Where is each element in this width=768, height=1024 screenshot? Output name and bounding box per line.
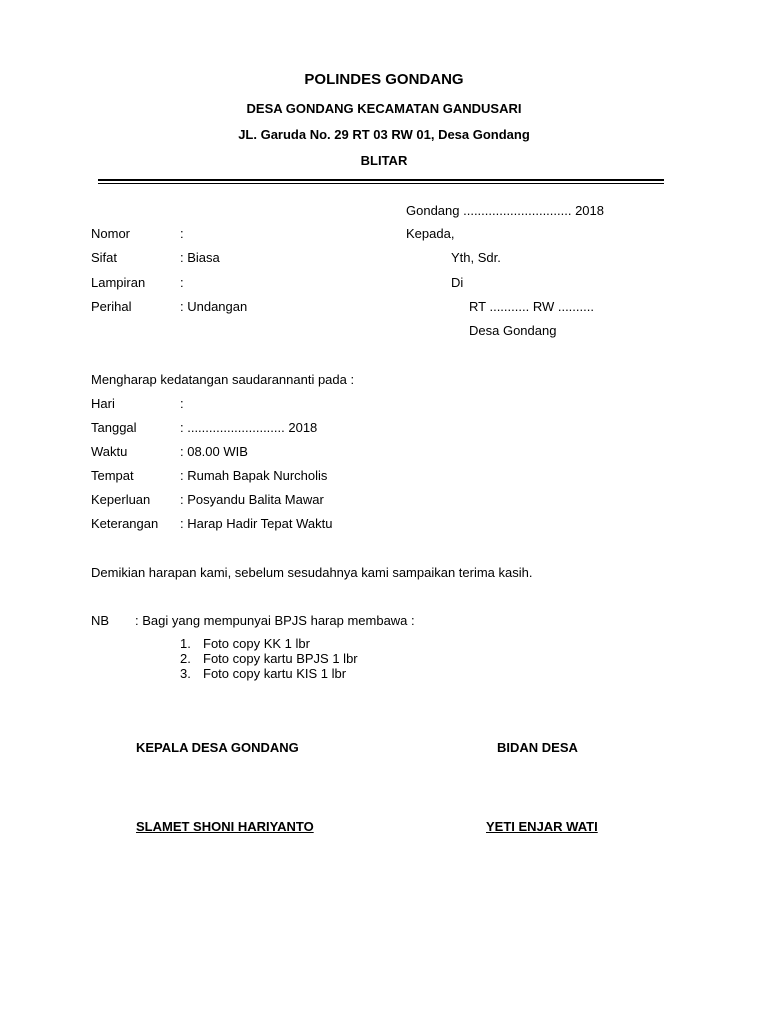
meta-value-lampiran: : [180, 275, 184, 290]
recipient-to: Kepada, [406, 226, 455, 241]
signature-left-name: SLAMET SHONI HARIYANTO [136, 819, 314, 834]
nb-item-text: Foto copy kartu KIS 1 lbr [203, 666, 347, 681]
detail-label-tanggal: Tanggal [91, 420, 137, 435]
recipient-place: Desa Gondang [469, 323, 557, 338]
nb-text: : Bagi yang mempunyai BPJS harap membawa : [135, 613, 415, 628]
letterhead-subtitle: DESA GONDANG KECAMATAN GANDUSARI [246, 101, 522, 116]
date-line: Gondang .............................. 2018 [406, 203, 604, 218]
header-rule-thin [98, 183, 664, 184]
detail-label-waktu: Waktu [91, 444, 128, 459]
detail-value-tempat: : Rumah Bapak Nurcholis [180, 468, 328, 483]
recipient-rt-rw: RT ........... RW .......... [469, 299, 594, 314]
recipient-di: Di [451, 275, 464, 290]
detail-label-keterangan: Keterangan [91, 516, 159, 531]
signature-left-title: KEPALA DESA GONDANG [136, 740, 299, 755]
detail-value-keperluan: : Posyandu Balita Mawar [180, 492, 324, 507]
header-rule-thick [98, 179, 664, 181]
detail-value-tanggal: : ........................... 2018 [180, 420, 318, 435]
detail-label-hari: Hari [91, 396, 115, 411]
meta-label-lampiran: Lampiran [91, 275, 146, 290]
meta-label-sifat: Sifat [91, 250, 118, 265]
meta-value-sifat: : Biasa [180, 250, 220, 265]
nb-item-text: Foto copy kartu BPJS 1 lbr [203, 651, 358, 666]
closing-text: Demikian harapan kami, sebelum sesudahnya kami sampaikan terima kasih. [91, 565, 533, 580]
letterhead-address: JL. Garuda No. 29 RT 03 RW 01, Desa Gondang [238, 127, 530, 142]
nb-item-text: Foto copy KK 1 lbr [203, 636, 310, 651]
nb-label: NB [91, 613, 110, 628]
detail-label-keperluan: Keperluan [91, 492, 151, 507]
meta-label-nomor: Nomor [91, 226, 131, 241]
detail-value-keterangan: : Harap Hadir Tepat Waktu [180, 516, 333, 531]
intro-text: Mengharap kedatangan saudarannanti pada : [91, 372, 355, 387]
signature-right-title: BIDAN DESA [497, 740, 578, 755]
meta-value-nomor: : [180, 226, 184, 241]
nb-item-number: 3. [180, 666, 191, 681]
recipient-yth: Yth, Sdr. [451, 250, 501, 265]
nb-item-number: 2. [180, 651, 191, 666]
letterhead-city: BLITAR [360, 153, 408, 168]
meta-label-perihal: Perihal [91, 299, 132, 314]
letterhead-title: POLINDES GONDANG [304, 71, 464, 88]
signature-right-name: YETI ENJAR WATI [486, 819, 598, 834]
meta-value-perihal: : Undangan [180, 299, 248, 314]
detail-label-tempat: Tempat [91, 468, 134, 483]
nb-item-number: 1. [180, 636, 191, 651]
detail-value-hari: : [180, 396, 184, 411]
detail-value-waktu: : 08.00 WIB [180, 444, 248, 459]
